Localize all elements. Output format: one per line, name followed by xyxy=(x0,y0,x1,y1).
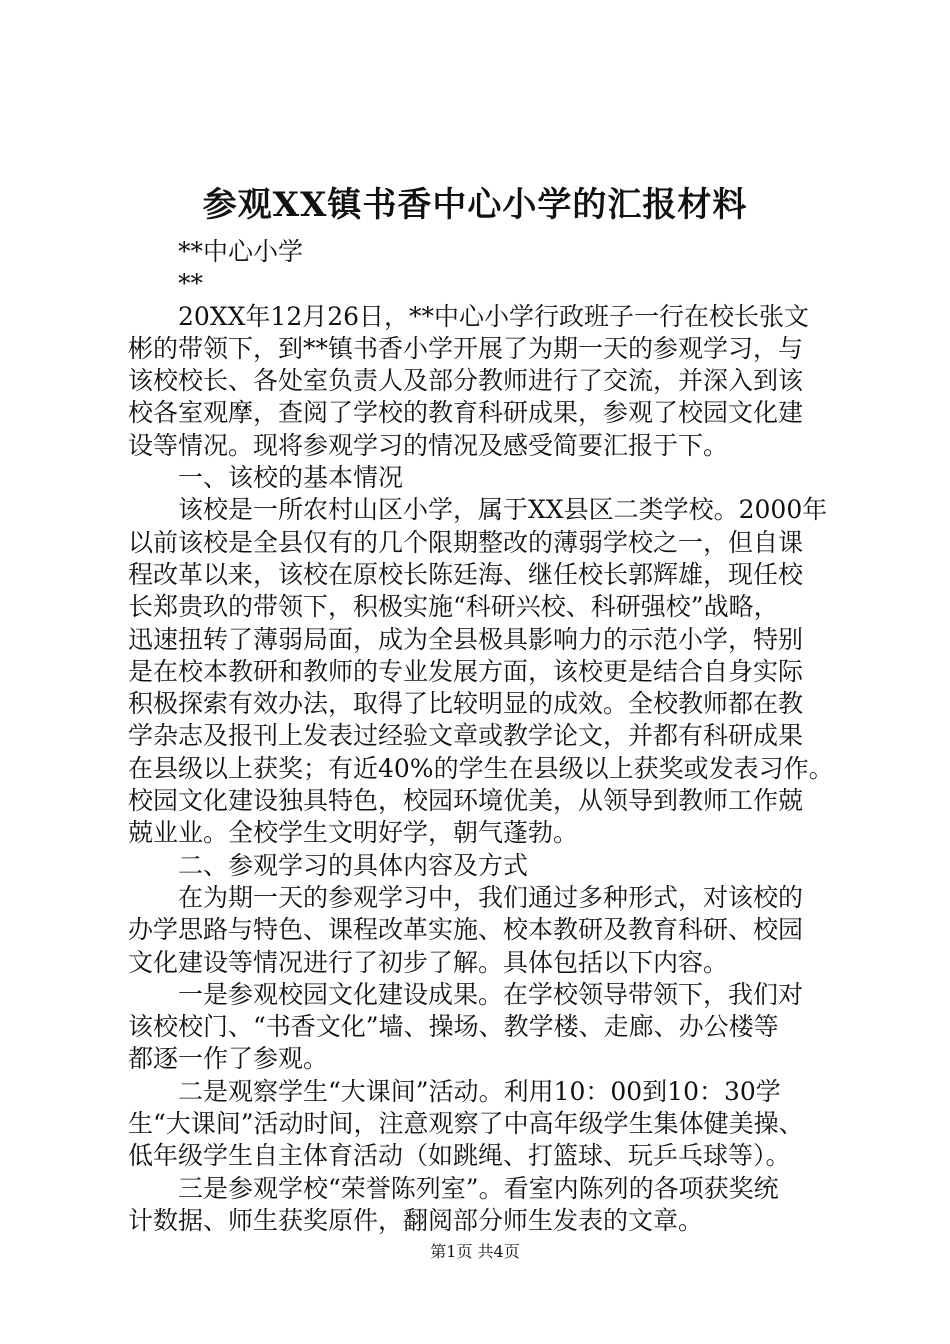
text-line: 校各室观摩，查阅了学校的教育科研成果，参观了校园文化建 xyxy=(128,398,804,428)
text-line: 程改革以来，该校在原校长陈廷海、继任校长郭辉雄，现任校 xyxy=(128,559,804,589)
text-line: 生“大课间”活动时间，注意观察了中高年级学生集体健美操、 xyxy=(128,1109,804,1139)
text-line: 二、参观学习的具体内容及方式 xyxy=(178,850,529,880)
text-line: 设等情况。现将参观学习的情况及感受简要汇报于下。 xyxy=(128,430,729,460)
text-line: 三是参观学校“荣誉陈列室”。看室内陈列的各项获奖统 xyxy=(178,1173,779,1203)
text-line: 是在校本教研和教师的专业发展方面，该校更是结合自身实际 xyxy=(128,656,804,686)
text-line: 学杂志及报刊上发表过经验文章或教学论文，并都有科研成果 xyxy=(128,721,804,751)
text-line: 彬的带领下，到**镇书香小学开展了为期一天的参观学习，与 xyxy=(128,333,804,363)
text-line: 都逐一作了参观。 xyxy=(128,1044,329,1074)
text-line: 计数据、师生获奖原件，翻阅部分师生发表的文章。 xyxy=(128,1205,704,1235)
text-line: 一、该校的基本情况 xyxy=(178,463,404,493)
text-line: 办学思路与特色、课程改革实施、校本教研及教育科研、校园 xyxy=(128,915,804,945)
text-line: 低年级学生自主体育活动（如跳绳、打篮球、玩乒乓球等）。 xyxy=(128,1141,791,1171)
text-line: ** xyxy=(178,269,203,299)
text-line: 该校校长、各处室负责人及部分教师进行了交流，并深入到该 xyxy=(128,366,804,396)
document-body xyxy=(128,236,834,1237)
document-title: 参观XX镇书香中心小学的汇报材料 xyxy=(202,185,748,225)
text-line: 兢业业。全校学生文明好学，朝气蓬勃。 xyxy=(128,818,579,848)
text-line: 长郑贵玖的带领下，积极实施“科研兴校、科研强校”战略， xyxy=(128,592,779,622)
text-line: **中心小学 xyxy=(178,237,304,266)
text-line: 校园文化建设独具特色，校园环境优美，从领导到教师工作兢 xyxy=(128,786,804,816)
text-line: 迅速扭转了薄弱局面，成为全县极具影响力的示范小学，特别 xyxy=(128,624,804,654)
text-line: 以前该校是全县仅有的几个限期整改的薄弱学校之一，但自课 xyxy=(128,527,804,557)
text-line: 在县级以上获奖；有近40%的学生在县级以上获奖或发表习作。 xyxy=(128,753,834,783)
text-line: 该校校门、“书香文化”墙、操场、教学楼、走廊、办公楼等 xyxy=(128,1012,779,1042)
text-line: 积极探索有效办法，取得了比较明显的成效。全校教师都在教 xyxy=(128,689,804,719)
text-line: 在为期一天的参观学习中，我们通过多种形式，对该校的 xyxy=(178,882,804,912)
page-footer: 第1页 共4页 xyxy=(430,1242,520,1261)
text-line: 一是参观校园文化建设成果。在学校领导带领下，我们对 xyxy=(178,979,804,1009)
text-line: 二是观察学生“大课间”活动。利用10：00到10：30学 xyxy=(178,1076,781,1106)
text-line: 文化建设等情况进行了初步了解。具体包括以下内容。 xyxy=(128,947,729,977)
text-line: 该校是一所农村山区小学，属于XX县区二类学校。2000年 xyxy=(178,495,828,525)
text-line: 20XX年12月26日，**中心小学行政班子一行在校长张文 xyxy=(178,301,810,331)
